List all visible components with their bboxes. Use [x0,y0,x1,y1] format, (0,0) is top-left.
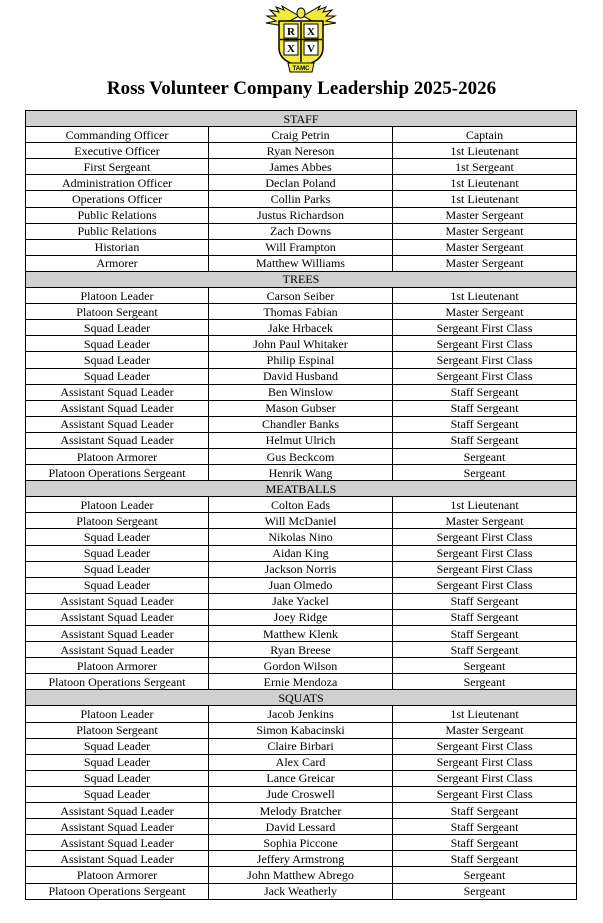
position-cell: Assistant Squad Leader [26,626,209,642]
position-cell: Squad Leader [26,336,209,352]
rank-cell: Captain [393,127,577,143]
rank-cell: 1st Lieutenant [393,706,577,722]
position-cell: Squad Leader [26,786,209,802]
table-row [26,497,577,513]
rank-cell: Sergeant First Class [393,320,577,336]
crest-letter-4: V [307,43,315,55]
section-title: SQUATS [26,690,577,706]
rank-cell: Staff Sergeant [393,851,577,867]
table-row [26,207,577,223]
position-cell: Platoon Armorer [26,448,209,464]
name-cell: Jacob Jenkins [209,706,393,722]
rank-cell: Staff Sergeant [393,642,577,658]
table-row [26,706,577,722]
rank-cell: Sergeant First Class [393,336,577,352]
rank-cell: Sergeant First Class [393,529,577,545]
rank-cell: 1st Lieutenant [393,175,577,191]
position-cell: Assistant Squad Leader [26,416,209,432]
rank-cell: Master Sergeant [393,207,577,223]
table-row [26,642,577,658]
position-cell: Assistant Squad Leader [26,835,209,851]
table-row [26,448,577,464]
name-cell: Jackson Norris [209,561,393,577]
rank-cell: Sergeant [393,674,577,690]
rank-cell: Sergeant First Class [393,545,577,561]
name-cell: Chandler Banks [209,416,393,432]
name-cell: Melody Bratcher [209,803,393,819]
position-cell: Assistant Squad Leader [26,400,209,416]
name-cell: Juan Olmedo [209,577,393,593]
name-cell: John Matthew Abrego [209,867,393,883]
table-row [26,674,577,690]
position-cell: Commanding Officer [26,127,209,143]
section-header-row [26,111,577,127]
name-cell: Jack Weatherly [209,883,393,899]
name-cell: Ernie Mendoza [209,674,393,690]
table-row [26,819,577,835]
crest-letter-1: R [287,26,295,38]
name-cell: Will Frampton [209,239,393,255]
name-cell: Sophia Piccone [209,835,393,851]
position-cell: Squad Leader [26,770,209,786]
table-row [26,384,577,400]
position-cell: Operations Officer [26,191,209,207]
table-row [26,883,577,899]
table-row [26,175,577,191]
rank-cell: Sergeant [393,465,577,481]
position-cell: Squad Leader [26,545,209,561]
position-cell: Assistant Squad Leader [26,803,209,819]
table-row [26,658,577,674]
rank-cell: Staff Sergeant [393,835,577,851]
name-cell: Gus Beckcom [209,448,393,464]
table-row [26,529,577,545]
name-cell: Jake Hrbacek [209,320,393,336]
rank-cell: Sergeant [393,883,577,899]
rank-cell: Sergeant First Class [393,770,577,786]
name-cell: David Lessard [209,819,393,835]
table-row [26,432,577,448]
name-cell: Aidan King [209,545,393,561]
rank-cell: Sergeant First Class [393,786,577,802]
table-row [26,239,577,255]
position-cell: Administration Officer [26,175,209,191]
crest-letter-2: X [307,26,315,38]
rank-cell: 1st Lieutenant [393,191,577,207]
table-row [26,851,577,867]
name-cell: John Paul Whitaker [209,336,393,352]
rvc-crest-logo [262,4,340,74]
position-cell: Historian [26,239,209,255]
position-cell: Squad Leader [26,561,209,577]
table-row [26,320,577,336]
table-row [26,304,577,320]
table-row [26,143,577,159]
position-cell: Squad Leader [26,352,209,368]
position-cell: Squad Leader [26,320,209,336]
rank-cell: 1st Lieutenant [393,143,577,159]
rank-cell: Sergeant First Class [393,352,577,368]
name-cell: Carson Seiber [209,288,393,304]
position-cell: Assistant Squad Leader [26,384,209,400]
position-cell: Assistant Squad Leader [26,609,209,625]
position-cell: Assistant Squad Leader [26,432,209,448]
table-row [26,754,577,770]
rank-cell: Master Sergeant [393,255,577,271]
rank-cell: Sergeant [393,448,577,464]
table-row [26,770,577,786]
table-row [26,127,577,143]
table-row [26,159,577,175]
section-title: MEATBALLS [26,481,577,497]
section-title: STAFF [26,111,577,127]
page-title: Ross Volunteer Company Leadership 2025-2026 [106,78,497,99]
name-cell: Henrik Wang [209,465,393,481]
table-row [26,465,577,481]
position-cell: Platoon Sergeant [26,304,209,320]
position-cell: First Sergeant [26,159,209,175]
table-row [26,835,577,851]
position-cell: Public Relations [26,223,209,239]
rank-cell: Sergeant First Class [393,561,577,577]
table-row [26,223,577,239]
table-row [26,255,577,271]
rank-cell: Master Sergeant [393,304,577,320]
position-cell: Executive Officer [26,143,209,159]
name-cell: Collin Parks [209,191,393,207]
position-cell: Squad Leader [26,754,209,770]
rank-cell: Staff Sergeant [393,609,577,625]
name-cell: Mason Gubser [209,400,393,416]
rank-cell: Sergeant First Class [393,577,577,593]
position-cell: Squad Leader [26,368,209,384]
table-row [26,368,577,384]
table-row [26,803,577,819]
position-cell: Platoon Operations Sergeant [26,674,209,690]
name-cell: David Husband [209,368,393,384]
table-row [26,722,577,738]
table-row [26,352,577,368]
position-cell: Platoon Leader [26,706,209,722]
position-cell: Platoon Leader [26,288,209,304]
rank-cell: Staff Sergeant [393,803,577,819]
crest-banner-text: TAMC [292,66,310,72]
name-cell: Colton Eads [209,497,393,513]
table-row [26,738,577,754]
rank-cell: 1st Lieutenant [393,497,577,513]
table-row [26,416,577,432]
name-cell: Jeffery Armstrong [209,851,393,867]
name-cell: James Abbes [209,159,393,175]
name-cell: Jude Croswell [209,786,393,802]
eagle-head-icon [297,8,305,18]
name-cell: Declan Poland [209,175,393,191]
leadership-table [25,110,577,900]
rank-cell: Master Sergeant [393,239,577,255]
position-cell: Platoon Operations Sergeant [26,465,209,481]
position-cell: Assistant Squad Leader [26,851,209,867]
name-cell: Helmut Ulrich [209,432,393,448]
rank-cell: Staff Sergeant [393,416,577,432]
crest-letter-3: X [287,43,295,55]
name-cell: Craig Petrin [209,127,393,143]
table-row [26,609,577,625]
position-cell: Platoon Armorer [26,658,209,674]
name-cell: Will McDaniel [209,513,393,529]
section-title: TREES [26,271,577,287]
name-cell: Ryan Nereson [209,143,393,159]
table-row [26,545,577,561]
rank-cell: Master Sergeant [393,722,577,738]
position-cell: Public Relations [26,207,209,223]
table-row [26,626,577,642]
table-row [26,593,577,609]
table-row [26,400,577,416]
name-cell: Jake Yackel [209,593,393,609]
table-row [26,336,577,352]
position-cell: Squad Leader [26,577,209,593]
position-cell: Armorer [26,255,209,271]
rank-cell: Staff Sergeant [393,384,577,400]
rank-cell: Sergeant [393,867,577,883]
name-cell: Ben Winslow [209,384,393,400]
table-row [26,786,577,802]
position-cell: Squad Leader [26,529,209,545]
name-cell: Thomas Fabian [209,304,393,320]
name-cell: Ryan Breese [209,642,393,658]
position-cell: Platoon Armorer [26,867,209,883]
rank-cell: Staff Sergeant [393,593,577,609]
rank-cell: Master Sergeant [393,513,577,529]
name-cell: Matthew Williams [209,255,393,271]
name-cell: Philip Espinal [209,352,393,368]
position-cell: Assistant Squad Leader [26,593,209,609]
table-row [26,513,577,529]
name-cell: Nikolas Nino [209,529,393,545]
position-cell: Assistant Squad Leader [26,819,209,835]
rank-cell: Sergeant First Class [393,754,577,770]
table-row [26,191,577,207]
rank-cell: Sergeant First Class [393,738,577,754]
name-cell: Joey Ridge [209,609,393,625]
rank-cell: Staff Sergeant [393,626,577,642]
rank-cell: Master Sergeant [393,223,577,239]
rank-cell: Staff Sergeant [393,432,577,448]
position-cell: Assistant Squad Leader [26,642,209,658]
name-cell: Zach Downs [209,223,393,239]
rank-cell: Staff Sergeant [393,400,577,416]
section-header-row [26,271,577,287]
name-cell: Claire Birbari [209,738,393,754]
position-cell: Platoon Sergeant [26,722,209,738]
name-cell: Alex Card [209,754,393,770]
name-cell: Justus Richardson [209,207,393,223]
name-cell: Simon Kabacinski [209,722,393,738]
rank-cell: Sergeant [393,658,577,674]
rank-cell: 1st Sergeant [393,159,577,175]
section-header-row [26,690,577,706]
rank-cell: Sergeant First Class [393,368,577,384]
leadership-table-body [26,111,577,900]
rank-cell: 1st Lieutenant [393,288,577,304]
name-cell: Gordon Wilson [209,658,393,674]
table-row [26,561,577,577]
position-cell: Platoon Sergeant [26,513,209,529]
name-cell: Matthew Klenk [209,626,393,642]
section-header-row [26,481,577,497]
table-row [26,867,577,883]
position-cell: Platoon Operations Sergeant [26,883,209,899]
rank-cell: Staff Sergeant [393,819,577,835]
name-cell: Lance Greicar [209,770,393,786]
position-cell: Squad Leader [26,738,209,754]
position-cell: Platoon Leader [26,497,209,513]
table-row [26,577,577,593]
table-row [26,288,577,304]
